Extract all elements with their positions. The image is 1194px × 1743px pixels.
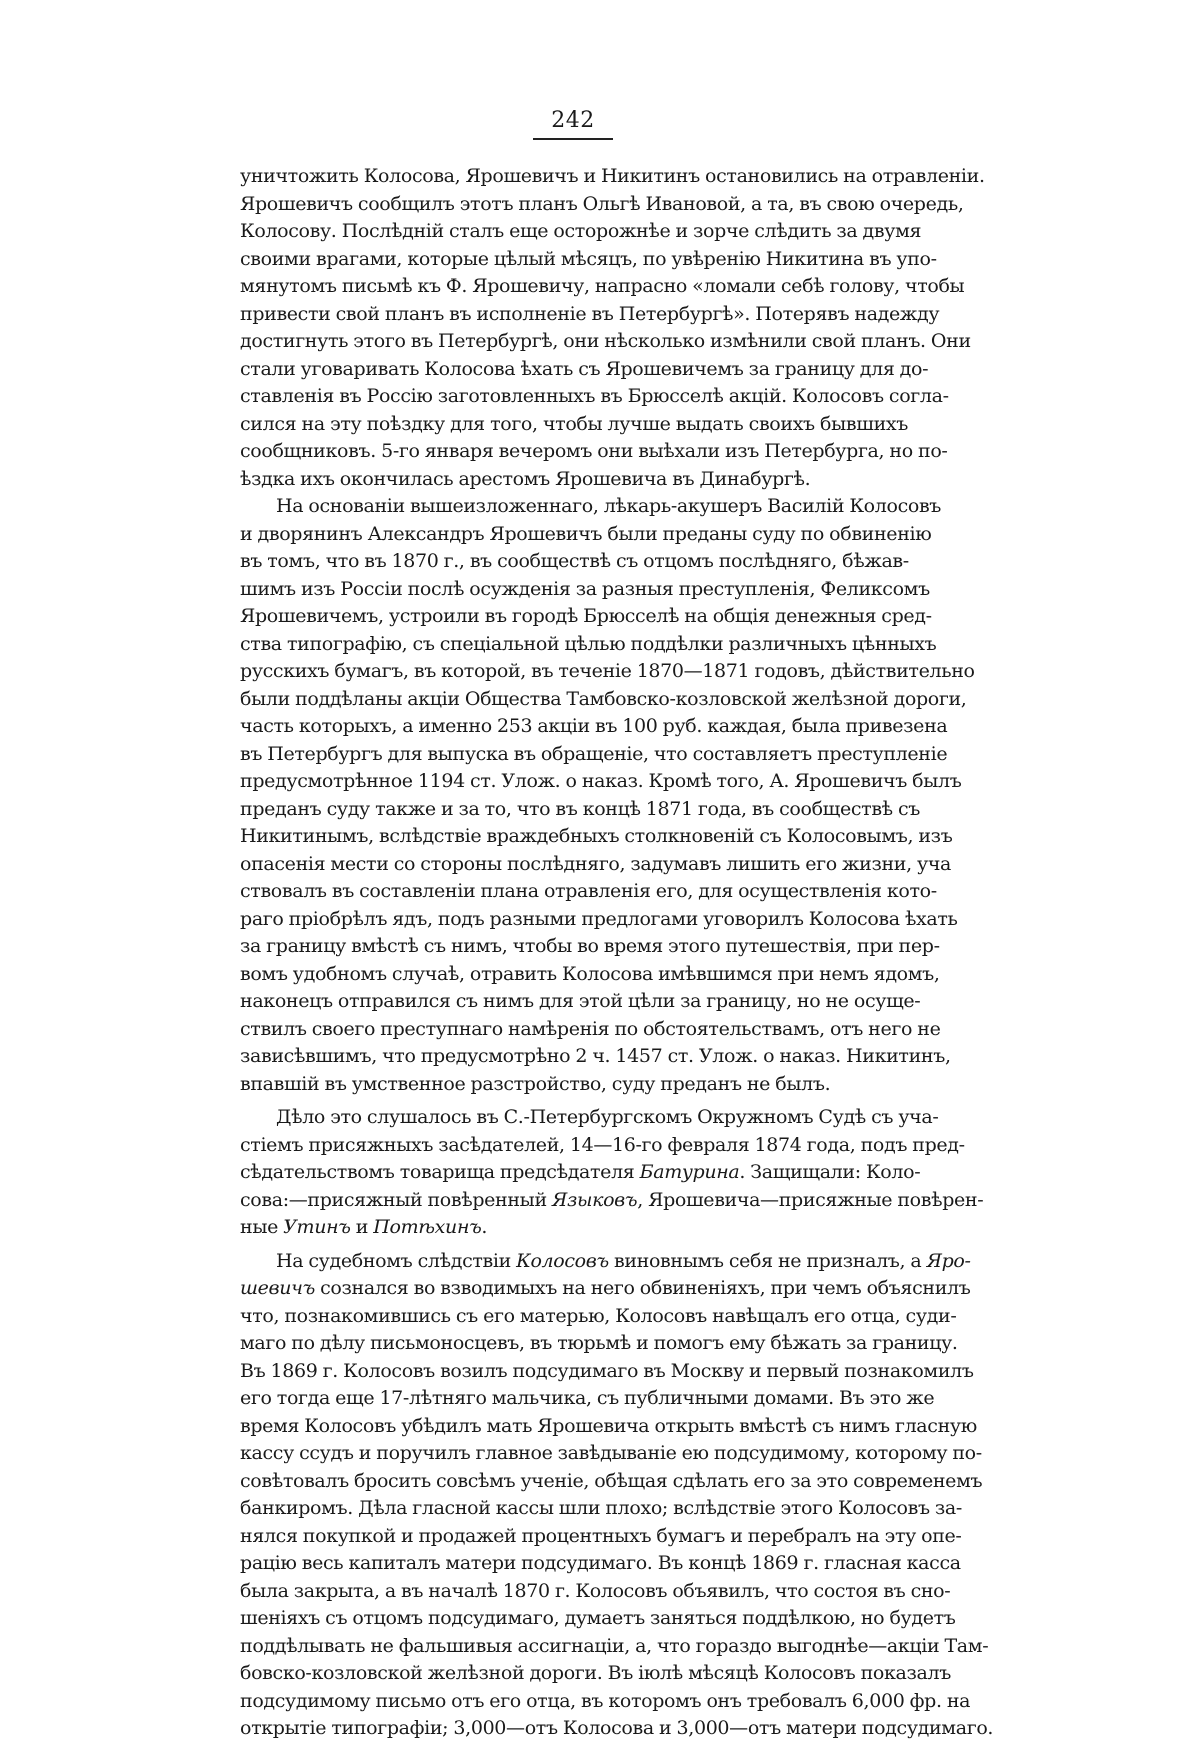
page-number-header — [533, 108, 613, 140]
text-line: На основаніи вышеизложеннаго, лѣкарь-акушеръ Василій Колосовъ — [276, 495, 942, 517]
text-line: Въ 1869 г. Колосовъ возилъ подсудимаго въ Москву и первый познакомилъ — [240, 1359, 974, 1382]
text-line: сился на эту поѣздку для того, чтобы лучше выдать своихъ бывшихъ — [240, 412, 908, 435]
text-line: подсудимому письмо отъ его отца, въ которомъ онъ требовалъ 6,000 фр. на — [240, 1689, 971, 1712]
text-line: за границу вмѣстѣ съ нимъ, чтобы во время этого путешествія, при пер- — [240, 935, 940, 957]
defendant-name: шевичъ — [240, 1277, 315, 1299]
line-segment: сова:—присяжный повѣренный — [240, 1188, 552, 1211]
paragraph-3 — [240, 1104, 984, 1242]
text-line — [240, 1187, 984, 1215]
text-line: мянутомъ письмѣ къ Ф. Ярошевичу, напрасно «ломали себѣ голову, чтобы — [240, 275, 965, 297]
text-line: раго пріобрѣлъ ядъ, подъ разными предлогами уговорилъ Колосова ѣхать — [240, 907, 958, 930]
defendant-name: Яро- — [926, 1249, 971, 1272]
paragraph-1 — [240, 163, 985, 493]
text-line: нялся покупкой и продажей процентныхъ бумагъ и перебралъ на эту опе- — [240, 1524, 962, 1547]
text-line: впавшій въ умственное разстройство, суду преданъ не былъ. — [240, 1072, 831, 1095]
defender-name: Потѣхинъ — [373, 1216, 482, 1238]
text-line: наконецъ отправился съ нимъ для этой цѣли за границу, но не осуще- — [240, 990, 921, 1012]
text-line: Дѣло это слушалось въ С.-Петербургскомъ Окружномъ Судѣ съ уча- — [276, 1106, 939, 1128]
text-line: была закрыта, а въ началѣ 1870 г. Колосовъ объявилъ, что состоя въ сно- — [240, 1579, 951, 1602]
text-line: ставленія въ Россію заготовленныхъ въ Брюсселѣ акцій. Колосовъ согла- — [240, 385, 949, 407]
text-line: шеніяхъ съ отцомъ подсудимаго, думаетъ заняться поддѣлкою, но будетъ — [240, 1607, 956, 1629]
text-line: кассу ссудъ и поручилъ главное завѣдываніе ею подсудимому, которому по- — [240, 1442, 982, 1464]
text-line: вомъ удобномъ случаѣ, отравить Колосова имѣвшимся при немъ ядомъ, — [240, 962, 940, 985]
line-segment: ные — [240, 1216, 284, 1238]
text-line: Ярошевичъ сообщилъ этотъ планъ Ольгѣ Ивановой, а та, въ свою очередь, — [240, 192, 964, 215]
text-line: часть которыхъ, а именно 253 акціи въ 100 руб. каждая, была привезена — [240, 715, 948, 737]
text-line: стіемъ присяжныхъ засѣдателей, 14—16-го февраля 1874 года, подъ пред- — [240, 1133, 965, 1156]
line-segment: и — [350, 1216, 374, 1238]
line-segment: сѣдательствомъ товарища предсѣдателя — [240, 1161, 640, 1183]
text-line: ѣздка ихъ окончилась арестомъ Ярошевича въ Динабургѣ. — [240, 467, 811, 490]
text-line: стали уговаривать Колосова ѣхать съ Ярошевичемъ за границу для до- — [240, 357, 929, 380]
text-line: что, познакомившись съ его матерью, Колосовъ навѣщалъ его отца, суди- — [240, 1304, 957, 1327]
text-line: Ярошевичемъ, устроили въ городѣ Брюсселѣ на общія денежныя сред- — [240, 605, 932, 627]
text-line: сообщниковъ. 5-го января вечеромъ они выѣхали изъ Петербурга, но по- — [240, 440, 948, 462]
text-line: своими врагами, которые цѣлый мѣсяцъ, по увѣренію Никитина въ упо- — [240, 247, 937, 270]
text-line: и дворянинъ Александръ Ярошевичъ были преданы суду по обвиненію — [240, 522, 932, 545]
text-line: шимъ изъ Россіи послѣ осужденія за разныя преступленія, Феликсомъ — [240, 577, 930, 600]
line-segment: виновнымъ себя не призналъ, а — [608, 1249, 927, 1272]
page-number: 242 — [551, 108, 595, 133]
defendant-name: Колосовъ — [516, 1249, 609, 1272]
text-line — [240, 1275, 971, 1303]
line-segment: сознался во взводимыхъ на него обвиненіяхъ, при чемъ объяснилъ — [314, 1277, 971, 1299]
paragraph-4 — [240, 1248, 994, 1743]
text-line — [240, 1159, 921, 1187]
text-line: бовско-козловской желѣзной дороги. Въ іюлѣ мѣсяцѣ Колосовъ показалъ — [240, 1662, 951, 1684]
text-line: были поддѣланы акціи Общества Тамбовско-козловской желѣзной дороги, — [240, 687, 967, 710]
defender-name: Утинъ — [283, 1216, 351, 1238]
text-line: ства типографію, съ спеціальной цѣлью поддѣлки различныхъ цѣнныхъ — [240, 632, 937, 655]
line-segment: , Ярошевича—присяжные повѣрен- — [637, 1188, 984, 1211]
text-line: открытіе типографіи; 3,000—отъ Колосова и 3,000—отъ матери подсудимаго. — [240, 1717, 994, 1739]
text-line: ствилъ своего преступнаго намѣренія по обстоятельствамъ, отъ него не — [240, 1017, 941, 1040]
text-line: привести свой планъ въ исполненіе въ Петербургѣ». Потерявъ надежду — [240, 302, 940, 325]
text-line: Колосову. Послѣдній сталъ еще осторожнѣе и зорче слѣдить за двумя — [240, 220, 922, 242]
page-number-rule — [533, 138, 613, 140]
chairman-name: Батурина — [639, 1161, 740, 1183]
paragraph-2 — [240, 493, 975, 1098]
text-line: ствовалъ въ составленіи плана отравленія его, для осуществленія кото- — [240, 880, 937, 902]
text-line: его тогда еще 17-лѣтняго мальчика, съ публичными домами. Въ это же — [240, 1387, 935, 1409]
line-segment: . — [481, 1216, 488, 1238]
body-text — [240, 163, 994, 1743]
text-line: рацію весь капиталъ матери подсудимаго. Въ концѣ 1869 г. гласная касса — [240, 1552, 961, 1574]
text-line — [240, 1214, 908, 1242]
text-line: преданъ суду также и за то, что въ концѣ 1871 года, въ сообществѣ съ — [240, 797, 920, 820]
text-line: зависѣвшимъ, что предусмотрѣно 2 ч. 1457 ст. Улож. о наказ. Никитинъ, — [240, 1045, 951, 1067]
text-line: въ томъ, что въ 1870 г., въ сообществѣ съ отцомъ послѣдняго, бѣжав- — [240, 550, 909, 572]
text-line: въ Петербургъ для выпуска въ обращеніе, что составляетъ преступленіе — [240, 742, 948, 765]
text-line: предусмотрѣнное 1194 ст. Улож. о наказ. Кромѣ того, А. Ярошевичъ былъ — [240, 770, 962, 792]
text-line: время Колосовъ убѣдилъ мать Ярошевича открыть вмѣстѣ съ нимъ гласную — [240, 1414, 977, 1437]
line-segment: На судебномъ слѣдствіи — [276, 1249, 517, 1272]
text-line: маго по дѣлу письмоносцевъ, въ тюрьмѣ и помогъ ему бѣжать за границу. — [240, 1332, 958, 1354]
line-segment: . Защищали: Коло- — [739, 1161, 921, 1183]
text-line: уничтожить Колосова, Ярошевичъ и Никитинъ остановились на отравленіи. — [240, 165, 985, 187]
text-line: русскихъ бумагъ, въ которой, въ теченіе 1870—1871 годовъ, дѣйствительно — [240, 660, 975, 682]
text-line: опасенія мести со стороны послѣдняго, задумавъ лишить его жизни, уча — [240, 852, 952, 875]
text-line: совѣтовалъ бросить совсѣмъ ученіе, обѣщая сдѣлать его за это современемъ — [240, 1469, 983, 1492]
text-line: достигнуть этого въ Петербургѣ, они нѣсколько измѣнили свой планъ. Они — [240, 330, 971, 352]
text-line: поддѣлывать не фальшивыя ассигнаціи, а, что гораздо выгоднѣе—акціи Там- — [240, 1634, 989, 1657]
text-line: Никитинымъ, вслѣдствіе враждебныхъ столкновеній съ Колосовымъ, изъ — [240, 825, 953, 847]
defender-name: Языковъ — [551, 1188, 638, 1211]
text-line: банкиромъ. Дѣла гласной кассы шли плохо; вслѣдствіе этого Колосовъ за- — [240, 1497, 962, 1519]
text-line — [240, 1248, 971, 1276]
